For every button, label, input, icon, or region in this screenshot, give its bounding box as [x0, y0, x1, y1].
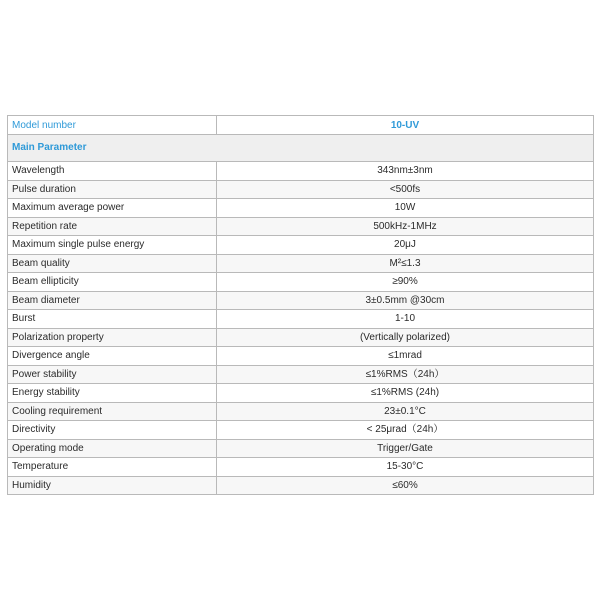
parameter-name: Directivity: [8, 421, 217, 440]
parameter-value: Trigger/Gate: [217, 439, 594, 458]
parameter-value: 23±0.1°C: [217, 402, 594, 421]
table-row: [8, 365, 594, 384]
table-row: [8, 310, 594, 329]
parameter-value: (Vertically polarized): [217, 328, 594, 347]
section-title: Main Parameter: [8, 135, 594, 162]
parameter-name: Pulse duration: [8, 180, 217, 199]
parameter-value: ≤60%: [217, 476, 594, 495]
parameter-value: ≤1mrad: [217, 347, 594, 366]
parameter-name: Maximum average power: [8, 199, 217, 218]
table-row: [8, 421, 594, 440]
table-row: [8, 439, 594, 458]
parameter-value: 20μJ: [217, 236, 594, 255]
parameter-name: Repetition rate: [8, 217, 217, 236]
parameter-name: Temperature: [8, 458, 217, 477]
parameter-value: ≤1%RMS (24h): [217, 384, 594, 403]
table-row: [8, 273, 594, 292]
parameter-value: < 25μrad（24h）: [217, 421, 594, 440]
table-row: [8, 254, 594, 273]
parameter-name: Divergence angle: [8, 347, 217, 366]
model-number-row: [8, 116, 594, 135]
parameter-name: Operating mode: [8, 439, 217, 458]
parameter-name: Burst: [8, 310, 217, 329]
parameter-name: Energy stability: [8, 384, 217, 403]
table-row: [8, 162, 594, 181]
parameter-value: <500fs: [217, 180, 594, 199]
parameter-name: Wavelength: [8, 162, 217, 181]
parameter-value: 500kHz-1MHz: [217, 217, 594, 236]
table-row: [8, 291, 594, 310]
table-row: [8, 402, 594, 421]
table-row: [8, 328, 594, 347]
table-row: [8, 236, 594, 255]
parameter-name: Cooling requirement: [8, 402, 217, 421]
table-row: [8, 384, 594, 403]
table-row: [8, 458, 594, 477]
parameter-value: 15-30°C: [217, 458, 594, 477]
section-header-row: [8, 135, 594, 162]
table-row: [8, 217, 594, 236]
model-number-value: 10-UV: [217, 116, 594, 135]
table-row: [8, 180, 594, 199]
parameter-value: ≥90%: [217, 273, 594, 292]
parameter-name: Polarization property: [8, 328, 217, 347]
parameter-name: Maximum single pulse energy: [8, 236, 217, 255]
parameter-value: ≤1%RMS（24h）: [217, 365, 594, 384]
table-row: [8, 347, 594, 366]
spec-table: [7, 115, 594, 495]
parameter-name: Humidity: [8, 476, 217, 495]
table-row: [8, 476, 594, 495]
parameter-value: 3±0.5mm @30cm: [217, 291, 594, 310]
parameter-name: Beam diameter: [8, 291, 217, 310]
parameter-value: 10W: [217, 199, 594, 218]
model-number-label: Model number: [8, 116, 217, 135]
parameter-value: 1-10: [217, 310, 594, 329]
parameter-value: M²≤1.3: [217, 254, 594, 273]
parameter-name: Beam ellipticity: [8, 273, 217, 292]
parameter-name: Power stability: [8, 365, 217, 384]
parameter-value: 343nm±3nm: [217, 162, 594, 181]
table-row: [8, 199, 594, 218]
parameter-name: Beam quality: [8, 254, 217, 273]
